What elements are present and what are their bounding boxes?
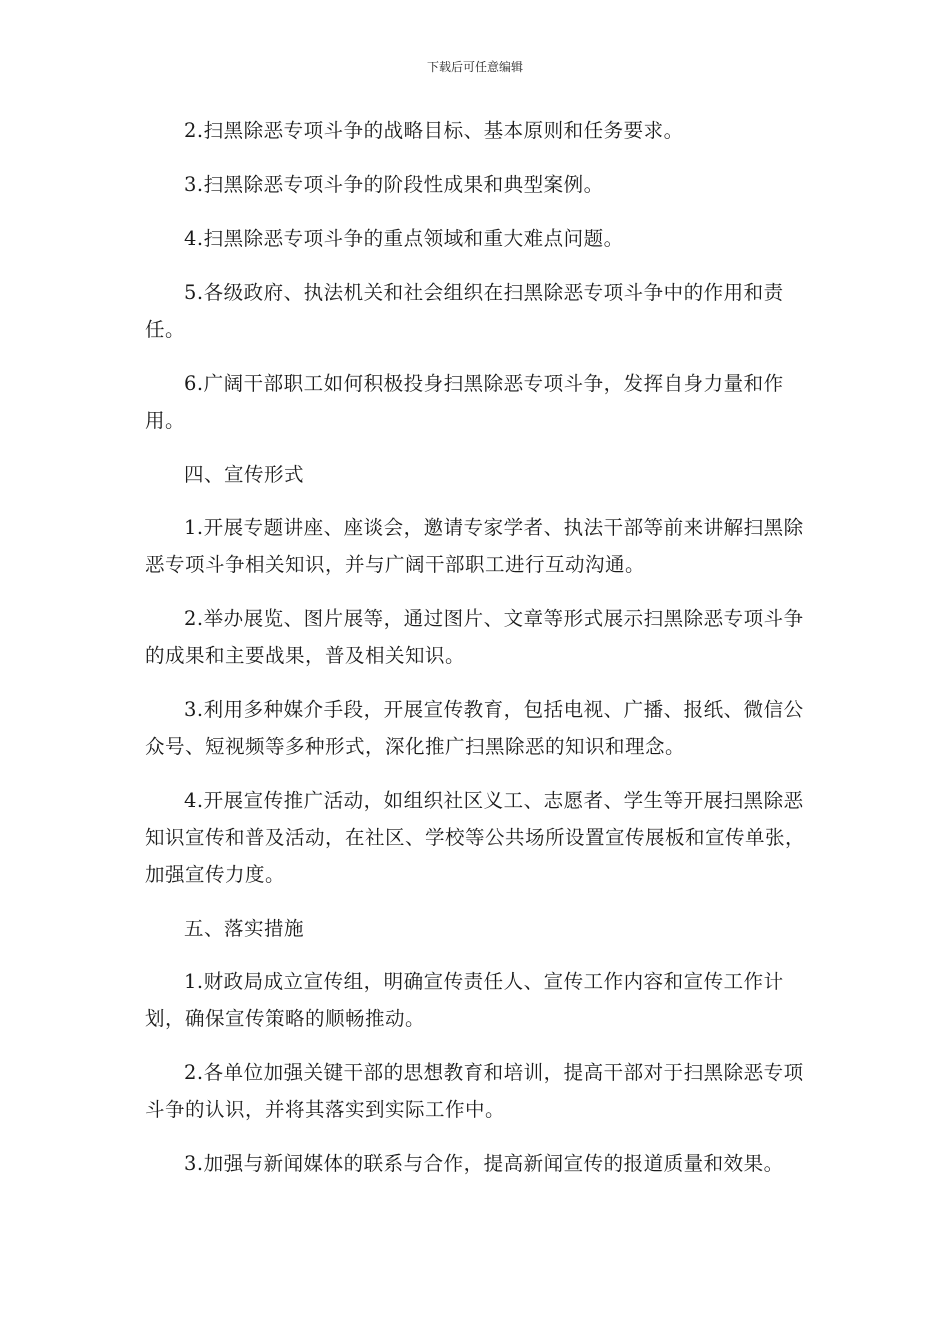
- header-note: 下载后可任意编辑: [426, 60, 523, 74]
- paragraph-form-2: 2.举办展览、图片展等，通过图片、文章等形式展示扫黑除恶专项斗争的成果和主要战果，普及相关知识。: [145, 607, 804, 667]
- paragraph-item-6: 6.广阔干部职工如何积极投身扫黑除恶专项斗争，发挥自身力量和作用。: [145, 372, 784, 432]
- paragraph-item-5: 5.各级政府、执法机关和社会组织在扫黑除恶专项斗争中的作用和责任。: [145, 281, 784, 341]
- paragraph-form-3: 3.利用多种媒介手段，开展宣传教育，包括电视、广播、报纸、微信公众号、短视频等多种形式，深化推广扫黑除恶的知识和理念。: [145, 698, 804, 758]
- paragraph-item-2: 2.扫黑除恶专项斗争的战略目标、基本原则和任务要求。: [184, 119, 684, 142]
- document-body: [145, 112, 815, 1199]
- paragraph-form-1: 1.开展专题讲座、座谈会，邀请专家学者、执法干部等前来讲解扫黑除恶专项斗争相关知识，并与广阔干部职工进行互动沟通。: [145, 516, 804, 576]
- paragraph-measure-1: 1.财政局成立宣传组，明确宣传责任人、宣传工作内容和宣传工作计划，确保宣传策略的顺畅推动。: [145, 970, 784, 1030]
- paragraph-measure-3: 3.加强与新闻媒体的联系与合作，提高新闻宣传的报道质量和效果。: [184, 1152, 784, 1175]
- section-heading-publicity-forms: 四、宣传形式: [184, 463, 305, 486]
- paragraph-measure-2: 2.各单位加强关键干部的思想教育和培训，提高干部对于扫黑除恶专项斗争的认识，并将其落实到实际工作中。: [145, 1061, 804, 1121]
- paragraph-form-4: 4.开展宣传推广活动，如组织社区义工、志愿者、学生等开展扫黑除恶知识宣传和普及活动，在社区、学校等公共场所设置宣传展板和宣传单张，加强宣传力度。: [145, 789, 806, 886]
- paragraph-item-4: 4.扫黑除恶专项斗争的重点领域和重大难点问题。: [184, 227, 624, 250]
- section-heading-implementation: 五、落实措施: [184, 917, 305, 940]
- paragraph-item-3: 3.扫黑除恶专项斗争的阶段性成果和典型案例。: [184, 173, 604, 196]
